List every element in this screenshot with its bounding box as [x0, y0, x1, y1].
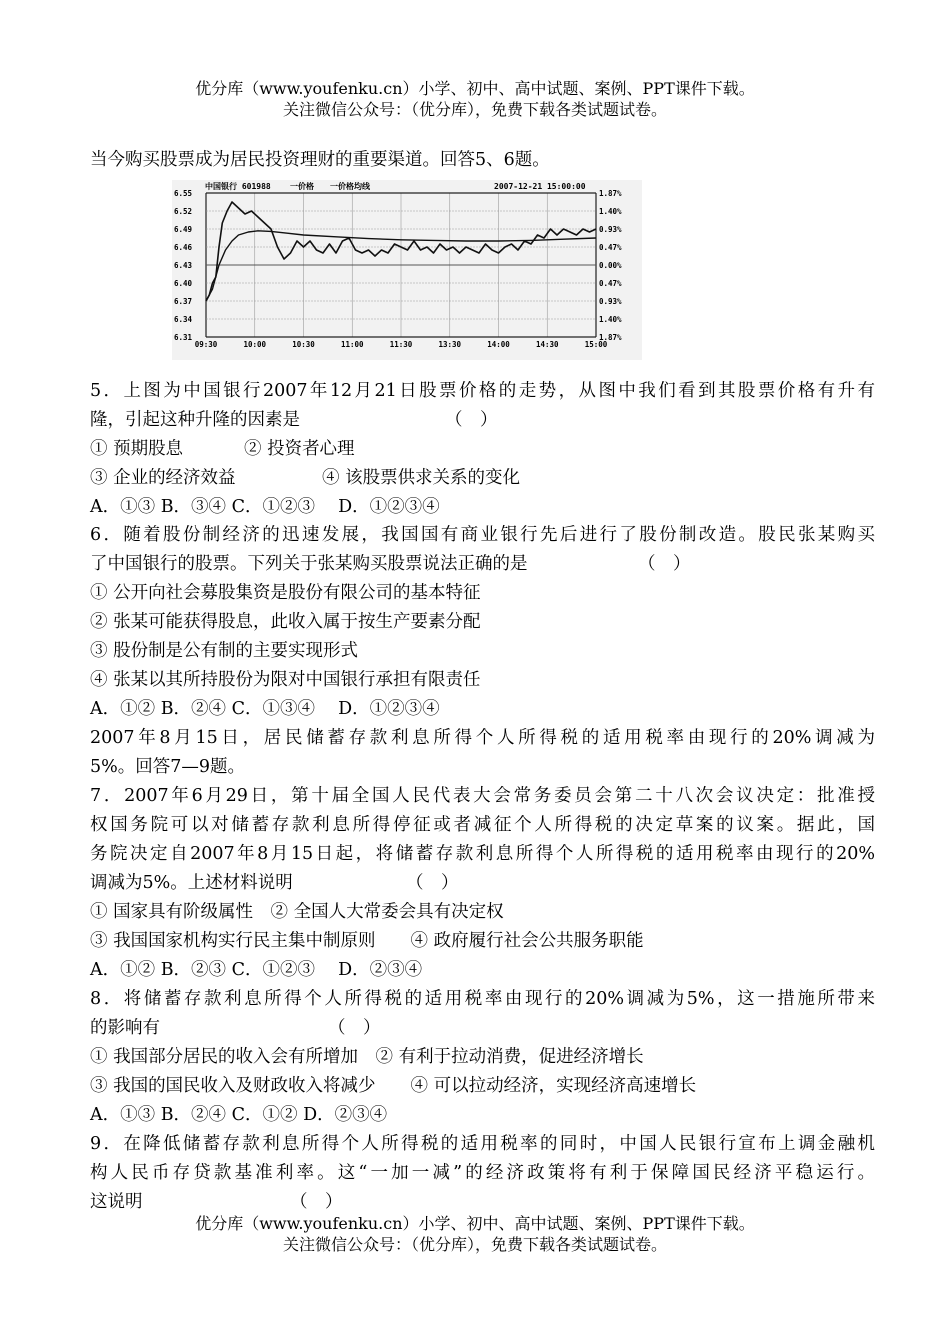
- x-axis-labels: [195, 340, 608, 349]
- q9-line-3: [90, 1188, 875, 1216]
- y-tick-label-left: 6.46: [174, 243, 193, 252]
- chart-title: 中国银行 601988: [205, 182, 271, 191]
- q8-options-row-2: ③ 我国的国民收入及财政收入将减少 ④ 可以拉动经济，实现经济高速增长: [90, 1076, 697, 1096]
- q8-stem-end: 的影响有: [90, 1018, 160, 1038]
- footer-line-2: 关注微信公众号：（优分库），免费下载各类试题试卷。: [282, 1235, 667, 1254]
- x-tick-label: 11:30: [389, 340, 413, 349]
- y-axis-right-labels: [599, 189, 622, 342]
- q6-line-2: [90, 550, 875, 578]
- q5-option-1: ① 预期股息: [90, 439, 184, 459]
- x-tick-label: 09:30: [194, 340, 218, 349]
- q7-line-3: 务院决定自2007年8月15日起，将储蓄存款利息所得个人所得税的适用税率由现行的20%: [90, 844, 875, 864]
- q7-choices: A．①② B．②③ C．①②③ D．②③④: [90, 960, 423, 980]
- y-tick-label-right: 0.00%: [599, 261, 622, 270]
- y-tick-label-right: 1.40%: [599, 207, 622, 216]
- q5-option-2: ② 投资者心理: [244, 439, 355, 459]
- intro2-line-2: 5%。回答7—9题。: [90, 757, 246, 777]
- q8-line-1: 8．将储蓄存款利息所得个人所得税的适用税率由现行的20%调减为5%，这一措施所带来: [90, 989, 875, 1009]
- y-tick-label-left: 6.31: [174, 333, 193, 342]
- header-line-1: 优分库（www.youfenku.cn）小学、初中、高中试题、案例、PPT课件下载。: [195, 79, 755, 98]
- x-tick-label: 15:00: [584, 340, 608, 349]
- q5-stem-end: 隆，引起这种升隆的因素是: [90, 410, 300, 430]
- y-tick-label-left: 6.43: [174, 261, 193, 270]
- q5-option-4: ④ 该股票供求关系的变化: [322, 468, 521, 488]
- q7-line-4: [90, 869, 875, 897]
- q7-line-2: 权国务院可以对储蓄存款利息所得停征或者减征个人所得税的决定草案的议案。据此，国: [90, 815, 875, 835]
- q5-option-3: ③ 企业的经济效益: [90, 468, 236, 488]
- y-tick-label-right: 1.40%: [599, 315, 622, 324]
- x-tick-label: 14:30: [535, 340, 559, 349]
- q9-answer-paren: （ ）: [290, 1192, 343, 1212]
- q6-stem-end: 了中国银行的股票。下列关于张某购买股票说法正确的是: [90, 554, 528, 574]
- q7-options-row-2: ③ 我国国家机构实行民主集中制原则 ④ 政府履行社会公共服务职能: [90, 931, 644, 951]
- intro-text: 当今购买股票成为居民投资理财的重要渠道。回答5、6题。: [90, 150, 550, 170]
- q8-options-row-1: ① 我国部分居民的收入会有所增加 ② 有利于拉动消费，促进经济增长: [90, 1047, 644, 1067]
- q7-line-1: 7．2007年6月29日，第十届全国人民代表大会常务委员会第二十八次会议决定：批准授: [90, 786, 875, 806]
- q8-answer-paren: （ ）: [328, 1018, 381, 1038]
- y-tick-label-right: 1.87%: [599, 333, 622, 342]
- x-tick-label: 10:00: [243, 340, 267, 349]
- x-tick-label: 10:30: [292, 340, 315, 349]
- q6-choices: A．①② B．②④ C．①③④ D．①②③④: [90, 699, 440, 719]
- q5-line-1: 5．上图为中国银行2007年12月21日股票价格的走势，从图中我们看到其股票价格有升有: [90, 381, 875, 401]
- stock-price-chart: [172, 180, 642, 360]
- q9-line-1: 9．在降低储蓄存款利息所得个人所得税的适用税率的同时，中国人民银行宣布上调金融机: [90, 1134, 875, 1154]
- y-tick-label-left: 6.34: [174, 315, 193, 324]
- y-tick-label-right: 0.47%: [599, 279, 622, 288]
- header-line-2: 关注微信公众号：（优分库），免费下载各类试题试卷。: [282, 100, 667, 119]
- chart-timestamp: 2007-12-21 15:00:00: [494, 182, 586, 191]
- q8-line-2: [90, 1014, 875, 1042]
- q5-choices: A．①③ B．③④ C．①②③ D．①②③④: [90, 497, 440, 517]
- q7-answer-paren: （ ）: [406, 873, 459, 893]
- q6-option-3: ③ 股份制是公有制的主要实现形式: [90, 641, 359, 661]
- y-tick-label-right: 0.93%: [599, 225, 622, 234]
- y-tick-label-right: 1.87%: [599, 189, 622, 198]
- legend-price: 一价格: [290, 182, 314, 191]
- q6-option-1: ① 公开向社会募股集资是股份有限公司的基本特征: [90, 583, 481, 603]
- x-tick-label: 13:30: [438, 340, 462, 349]
- q9-stem-end: 这说明: [90, 1192, 143, 1212]
- q7-options-row-1: ① 国家具有阶级属性 ② 全国人大常委会具有决定权: [90, 902, 504, 922]
- legend-avg: 一价格均线: [330, 182, 370, 191]
- q6-option-2: ② 张某可能获得股息，此收入属于按生产要素分配: [90, 612, 481, 632]
- q8-choices: A．①③ B．②④ C．①② D．②③④: [90, 1105, 388, 1125]
- y-tick-label-right: 0.47%: [599, 243, 622, 252]
- y-tick-label-left: 6.40: [174, 279, 193, 288]
- y-tick-label-left: 6.37: [174, 297, 193, 306]
- y-tick-label-left: 6.52: [174, 207, 193, 216]
- q5-line-2: [90, 406, 875, 434]
- q9-line-2: 构人民币存贷款基准利率。这“一加一减”的经济政策将有利于保障国民经济平稳运行。: [90, 1163, 875, 1183]
- q6-option-4: ④ 张某以其所持股份为限对中国银行承担有限责任: [90, 670, 481, 690]
- q6-answer-paren: （ ）: [638, 554, 691, 574]
- y-axis-left-labels: [174, 189, 193, 342]
- x-tick-label: 14:00: [487, 340, 510, 349]
- intro2-line-1: 2007年8月15日，居民储蓄存款利息所得个人所得税的适用税率由现行的20%调减为: [90, 728, 875, 748]
- footer-line-1: 优分库（www.youfenku.cn）小学、初中、高中试题、案例、PPT课件下载。: [195, 1214, 755, 1233]
- y-tick-label-left: 6.49: [174, 225, 193, 234]
- x-tick-label: 11:00: [340, 340, 364, 349]
- chart-background: [172, 180, 642, 360]
- y-tick-label-left: 6.55: [174, 189, 193, 198]
- q5-options-row-2: [90, 464, 875, 492]
- y-tick-label-right: 0.93%: [599, 297, 622, 306]
- q6-line-1: 6．随着股份制经济的迅速发展，我国国有商业银行先后进行了股份制改造。股民张某购买: [90, 525, 875, 545]
- q5-answer-paren: （ ）: [445, 410, 498, 430]
- q7-stem-end: 调减为5%。上述材料说明: [90, 873, 293, 893]
- q5-options-row-1: [90, 435, 875, 463]
